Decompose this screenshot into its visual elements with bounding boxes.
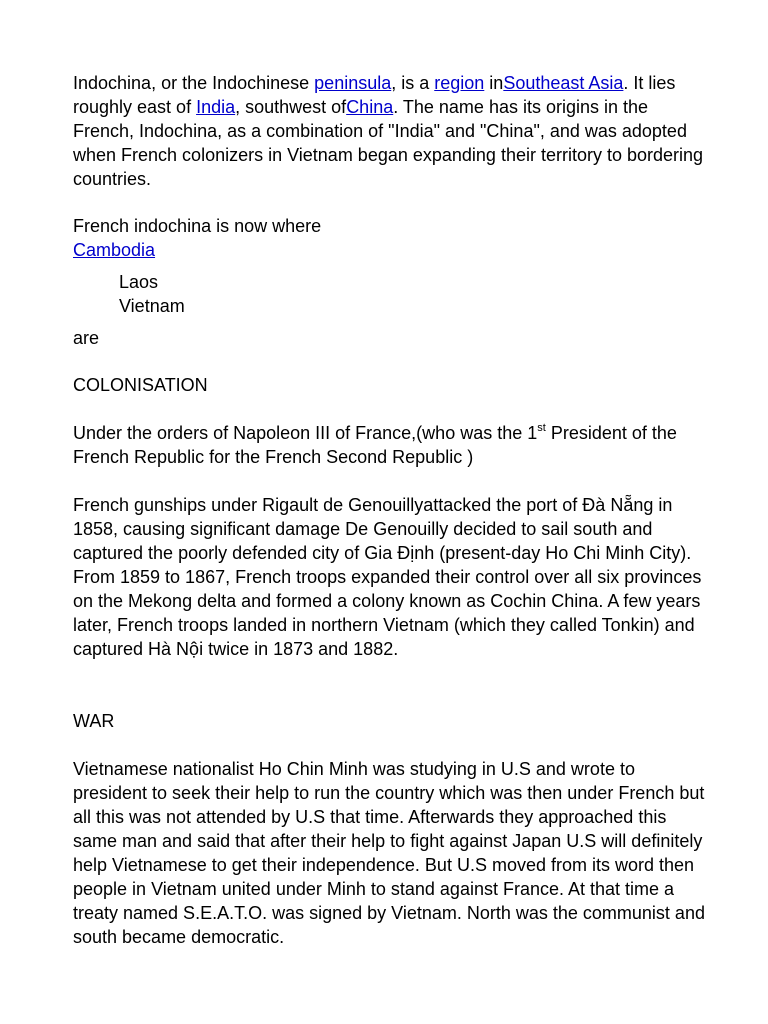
country-list (73, 270, 713, 318)
cambodia-link[interactable]: Cambodia (73, 240, 156, 260)
colonisation-text: President of the French Republic for the French Second Republic ) (73, 423, 677, 467)
country-item-vietnam: Vietnam (119, 296, 185, 316)
intro-text: , is a (391, 73, 435, 93)
colonisation-heading: COLONISATION (73, 375, 208, 395)
intro-paragraph (73, 71, 713, 191)
war-heading: WAR (73, 711, 115, 731)
country-item-laos: Laos (119, 272, 159, 292)
spacer (73, 350, 713, 373)
french-indochina-tail: are (73, 328, 100, 348)
spacer (73, 469, 713, 493)
intro-text: in (484, 73, 504, 93)
region-link[interactable]: region (434, 73, 485, 93)
intro-text: Indochina, or the Indochinese (73, 73, 315, 93)
colonisation-text: Under the orders of Napoleon III of France,(who was the 1 (73, 423, 538, 443)
india-link[interactable]: India (196, 97, 236, 117)
peninsula-link[interactable]: peninsula (314, 73, 392, 93)
french-indochina-lead: French indochina is now where (73, 216, 322, 236)
cambodia-line (73, 238, 713, 262)
colonisation-paragraph-1 (73, 421, 713, 469)
ordinal-superscript: st (537, 422, 546, 434)
spacer (73, 733, 713, 757)
intro-text: . It lies roughly east of (73, 73, 676, 117)
spacer (73, 661, 713, 709)
spacer (73, 191, 713, 214)
colonisation-paragraph-2: French gunships under Rigault de Genouillyattacked the port of Đà Nẵng in 1858, causing significant damage De Genouilly decided to sail south and captured the poorly defended city of Gia Định (present-day Ho Chi Minh City). From 1859 to 1867, French troops expanded their control over all six provinces on the Mekong delta and formed a colony known as Cochin China. A few years later, French troops landed in northern Vietnam (which they called Tonkin) and captured Hà Nội twice in 1873 and 1882. (73, 495, 702, 659)
document-page (73, 71, 713, 949)
war-paragraph: Vietnamese nationalist Ho Chin Minh was studying in U.S and wrote to president to seek their help to run the country which was then under French but all this was not attended by U.S that time. Afterwards they approached this same man and said that after their help to fight against Japan U.S will definitely help Vietnamese to get their independence. But U.S moved from its word then people in Vietnam united under Minh to stand against France. At that time a treaty named S.E.A.T.O. was signed by Vietnam. North was the communist and south became democratic. (73, 759, 705, 947)
intro-text: . The name has its origins in the French, Indochina, as a combination of "India" and "China", and was adopted when French colonizers in Vietnam began expanding their territory to bordering countries. (73, 97, 704, 189)
southeast-asia-link[interactable]: Southeast Asia (503, 73, 624, 93)
spacer (73, 397, 713, 421)
china-link[interactable]: China (346, 97, 394, 117)
intro-text: , southwest of (235, 97, 347, 117)
